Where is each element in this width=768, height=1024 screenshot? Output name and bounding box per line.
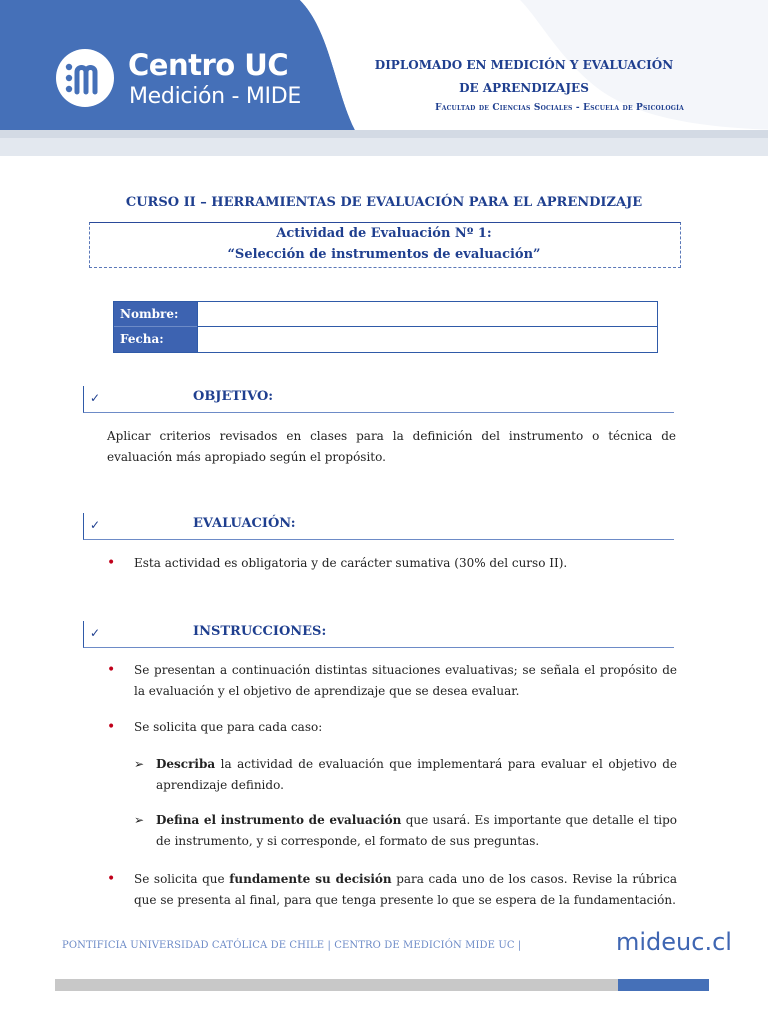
- section-title: EVALUACIÓN:: [193, 516, 296, 531]
- sub2-bold: Defina el instrumento de evaluación: [156, 813, 402, 827]
- bullet-icon: •: [107, 871, 116, 887]
- section-objective-header: [83, 386, 674, 413]
- name-label: Nombre:: [114, 302, 197, 327]
- check-icon: ✓: [90, 518, 101, 532]
- instructions-bullet-3: [134, 869, 677, 911]
- instructions-sub-1: [156, 754, 677, 796]
- check-icon: ✓: [90, 626, 101, 640]
- header-banner: [0, 0, 768, 160]
- sub1-rest: la actividad de evaluación que implementará para evaluar el objetivo de aprendizaje definido.: [156, 757, 677, 792]
- section-evaluation-header: [83, 513, 674, 540]
- footer-bar: [55, 979, 618, 991]
- section-title: INSTRUCCIONES:: [193, 624, 327, 639]
- sub1-bold: Describa: [156, 757, 216, 771]
- activity-title-line1: Actividad de Evaluación Nº 1:: [276, 226, 492, 241]
- course-title: CURSO II – HERRAMIENTAS DE EVALUACIÓN PARA EL APRENDIZAJE: [125, 195, 643, 210]
- section-title: OBJETIVO:: [193, 389, 274, 404]
- footer-bar-accent: [618, 979, 709, 991]
- evaluation-bullet: Esta actividad es obligatoria y de carácter sumativa (30% del curso II).: [134, 556, 568, 570]
- instructions-bullet-1: Se presentan a continuación distintas situaciones evaluativas; se señala el propósito de la evaluación y el objetivo de aprendizaje que se desea evaluar.: [134, 663, 677, 698]
- footer-url-link[interactable]: mideuc.cl: [616, 928, 732, 956]
- bullet-icon: •: [107, 719, 116, 735]
- arrow-bullet-icon: ➢: [134, 813, 145, 827]
- date-field[interactable]: [197, 327, 657, 352]
- objective-text: Aplicar criterios revisados en clases para la definición del instrumento o técnica de evaluación más apropiado según el propósito.: [107, 429, 676, 464]
- bullet3-b: para cada uno de los casos. Revise la rúbrica que se presenta al final, para que tenga presente lo que se espera de la fundamentación.: [134, 872, 677, 907]
- sub2-rest: que usará. Es importante que detalle el tipo de instrumento, y si corresponde, el formato de sus preguntas.: [156, 813, 678, 848]
- bullet-icon: •: [107, 662, 116, 678]
- bullet3-a: Se solicita que: [134, 872, 230, 886]
- diploma-title-line2: DE APRENDIZAJES: [459, 81, 589, 95]
- instructions-sub-2: [156, 810, 677, 852]
- bullet3-bold: fundamente su decisión: [229, 872, 392, 886]
- footer-text: PONTIFICIA UNIVERSIDAD CATÓLICA DE CHILE | CENTRO DE MEDICIÓN MIDE UC |: [62, 940, 522, 951]
- logo-subtitle: Medición - MIDE: [129, 84, 301, 109]
- logo-title: Centro UC: [128, 48, 289, 82]
- check-icon: ✓: [90, 391, 101, 405]
- name-field[interactable]: [197, 302, 657, 327]
- section-instructions-header: [83, 621, 674, 648]
- arrow-bullet-icon: ➢: [134, 757, 145, 771]
- diploma-title-line1: DIPLOMADO EN MEDICIÓN Y EVALUACIÓN: [374, 58, 674, 72]
- mide-logo-icon: [55, 48, 115, 108]
- bullet-icon: •: [107, 555, 116, 571]
- faculty-subtitle: Facultad de Ciencias Sociales - Escuela de Psicología: [435, 103, 684, 113]
- date-label: Fecha:: [114, 327, 197, 352]
- student-info-table: [113, 301, 658, 353]
- instructions-bullet-2: Se solicita que para cada caso:: [134, 720, 323, 734]
- activity-title-line2: “Selección de instrumentos de evaluación”: [227, 247, 541, 262]
